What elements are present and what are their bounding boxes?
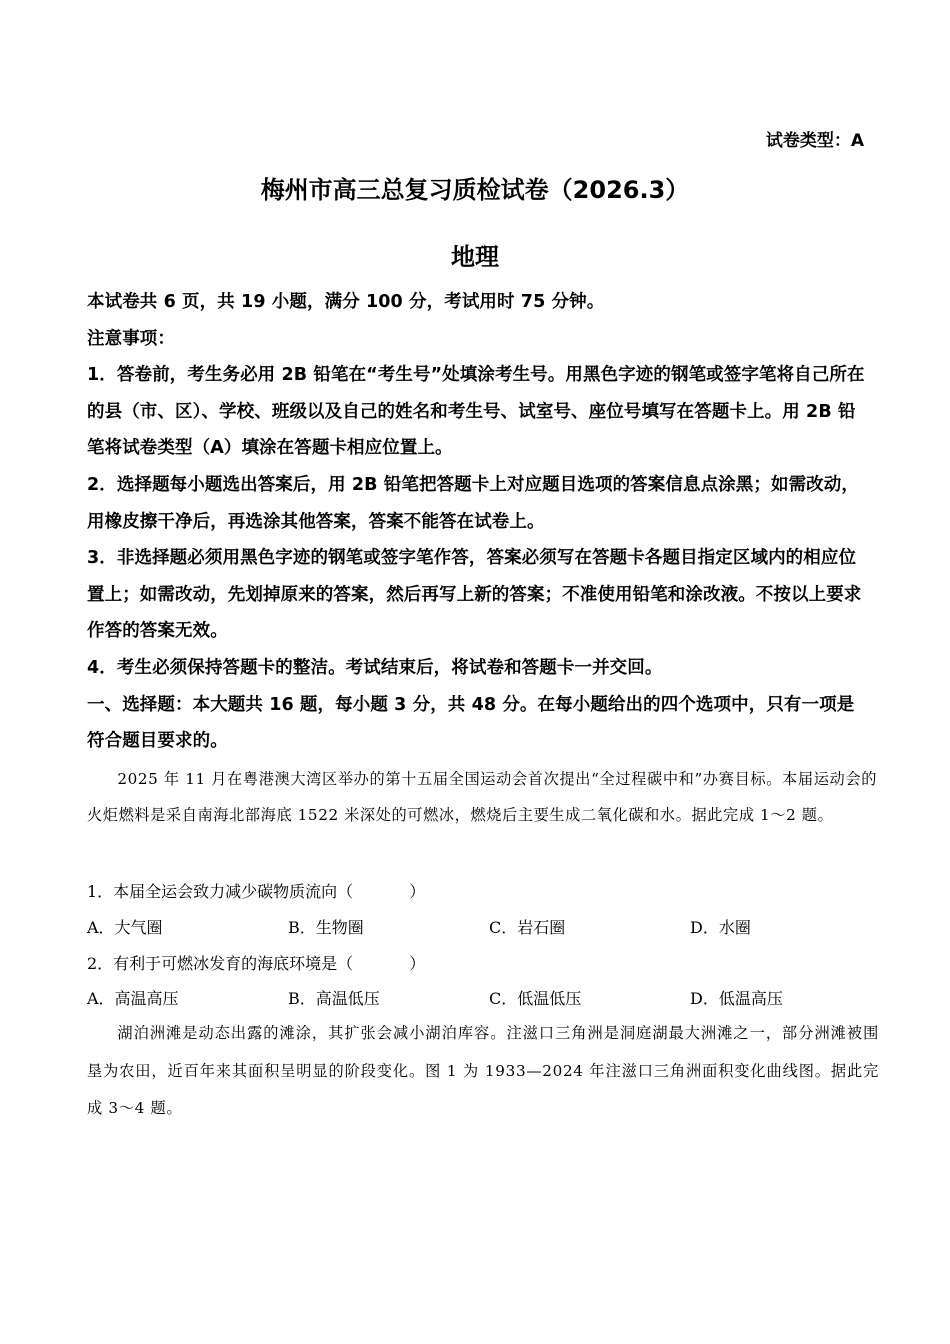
material-2: [87, 1015, 879, 1128]
notice-item: 3．非选择题必须用黑色字迹的钢笔或签字笔作答，答案必须写在答题卡各题目指定区域内的相应位置上；如需改动，先划掉原来的答案，然后再写上新的答案；不准使用铅笔和涂改液。不按以上要求作答的答案无效。: [87, 548, 862, 642]
instructions: [87, 284, 867, 760]
question-2: [87, 951, 425, 974]
question-2-close: ）: [409, 954, 426, 973]
option-d: D．水圈: [690, 918, 751, 937]
exam-title: 梅州市高三总复习质检试卷（2026.3）: [260, 176, 690, 204]
option-a: A．大气圈: [87, 918, 163, 937]
notice-item: 2．选择题每小题选出答案后，用 2B 铅笔把答题卡上对应题目选项的答案信息点涂黑；如需改动，用橡皮擦干净后，再选涂其他答案，答案不能答在试卷上。: [87, 474, 859, 532]
material-1-text: 2025 年 11 月在粤港澳大湾区举办的第十五届全国运动会首次提出“全过程碳中和”办赛目标。本届运动会的火炬燃料是采自南海北部海底 1522 米深处的可燃冰，燃烧后主要生成二氧化碳和水。据此完成 1～2 题。: [87, 770, 877, 824]
question-2-stem: 2．有利于可燃冰发育的海底环境是（: [87, 954, 354, 973]
notice-heading: 注意事项：: [87, 328, 175, 349]
option-a: A．高温高压: [87, 989, 179, 1008]
subject-title: 地理: [451, 243, 499, 271]
question-1-stem: 1．本届全运会致力减少碳物质流向（: [87, 882, 354, 901]
question-1-options: [87, 915, 887, 938]
option-b: B．生物圈: [288, 918, 364, 937]
notice-item: 4．考生必须保持答题卡的整洁。考试结束后，将试卷和答题卡一并交回。: [87, 657, 663, 678]
question-1: [87, 879, 425, 902]
question-2-options: [87, 986, 887, 1009]
option-c: C．低温低压: [489, 989, 582, 1008]
question-1-close: ）: [409, 882, 426, 901]
exam-summary: 本试卷共 6 页，共 19 小题，满分 100 分，考试用时 75 分钟。: [87, 292, 605, 312]
notice-item: 1．答卷前，考生务必用 2B 铅笔在“考生号”处填涂考生号。用黑色字迹的钢笔或签字笔将自己所在的县（市、区）、学校、班级以及自己的姓名和考生号、试室号、座位号填写在答题卡上。用 2B 铅笔将试卷类型（A）填涂在答题卡相应位置上。: [87, 365, 865, 459]
option-c: C．岩石圈: [489, 918, 566, 937]
option-b: B．高温低压: [288, 989, 380, 1008]
material-2-text: 湖泊洲滩是动态出露的滩涂，其扩张会减小湖泊库容。注滋口三角洲是洞庭湖最大洲滩之一，部分洲滩被围垦为农田，近百年来其面积呈明显的阶段变化。图 1 为 1933—2024 年注滋口三角洲面积变化曲线图。据此完成 3～4 题。: [87, 1024, 879, 1117]
exam-type-label: 试卷类型：A: [765, 131, 864, 151]
option-d: D．低温高压: [690, 989, 783, 1008]
material-1: [87, 762, 877, 834]
section-heading: 一、选择题：本大题共 16 题，每小题 3 分，共 48 分。在每小题给出的四个选项中，只有一项是符合题目要求的。: [87, 694, 855, 752]
